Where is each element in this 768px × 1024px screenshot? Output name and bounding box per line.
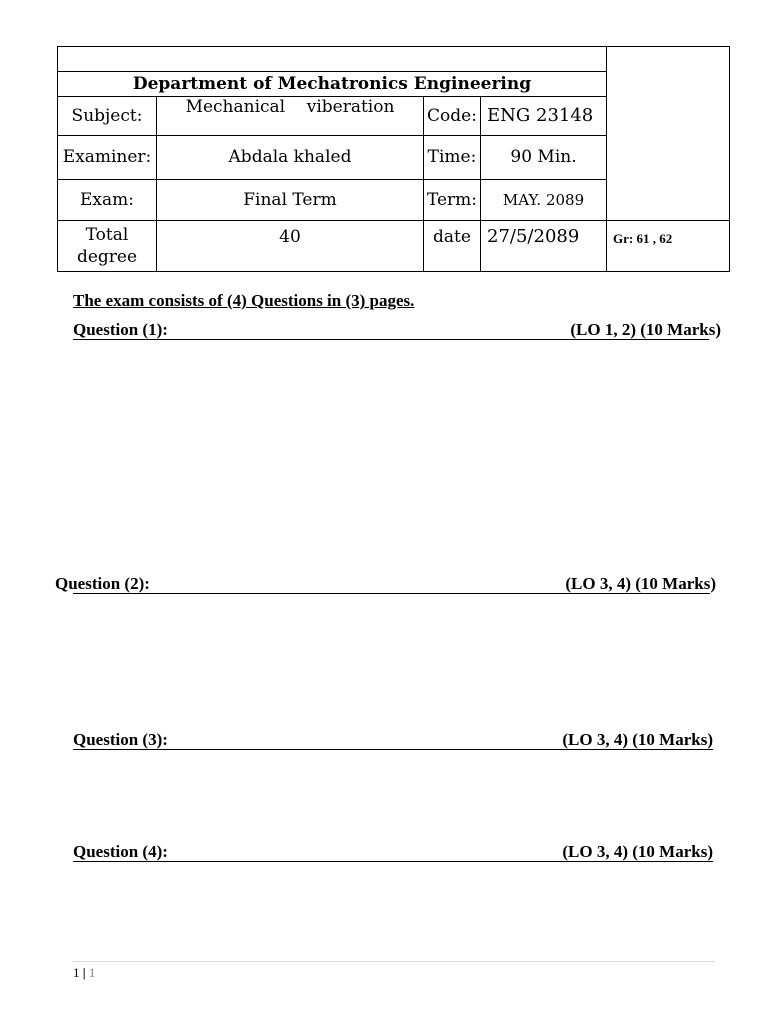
question-marks: (LO 3, 4) (10 Marks) [562, 730, 713, 749]
date-label: date [424, 220, 481, 271]
question-1-heading [73, 320, 721, 340]
term-label: Term: [424, 179, 481, 220]
exam-header-table [57, 46, 730, 272]
time-value: 90 Min. [481, 136, 607, 179]
question-label: Question (1): [73, 320, 168, 339]
page-number: 1 [73, 965, 80, 980]
question-2-heading [55, 574, 716, 594]
time-label: Time: [424, 136, 481, 179]
question-3-heading [73, 730, 713, 750]
question-4-heading [73, 842, 713, 862]
examiner-value: Abdala khaled [157, 136, 424, 179]
exam-value: Final Term [157, 179, 424, 220]
department-title: Department of Mechatronics Engineering [58, 72, 607, 97]
question-marks: (LO 1, 2) (10 Marks) [570, 320, 721, 339]
exam-intro: The exam consists of (4) Questions in (3) pages. [73, 291, 415, 310]
exam-label: Exam: [58, 179, 157, 220]
code-value: ENG 23148 [481, 97, 607, 136]
total-degree-value: 40 [157, 220, 424, 271]
header-blank-cell [58, 47, 607, 72]
term-value: MAY. 2089 [481, 179, 607, 220]
subject-value: Mechanical viberation [157, 97, 424, 136]
subject-label: Subject: [58, 97, 157, 136]
groups-value: Gr: 61 , 62 [607, 220, 730, 271]
examiner-label: Examiner: [58, 136, 157, 179]
code-label: Code: [424, 97, 481, 136]
logo-placeholder-cell [607, 47, 730, 221]
question-marks: (LO 3, 4) (10 Marks) [562, 842, 713, 861]
question-label: Question (2): [55, 574, 150, 593]
total-degree-label: Total degree [58, 220, 157, 271]
page-separator: | [82, 965, 86, 980]
question-label: Question (4): [73, 842, 168, 861]
date-value: 27/5/2089 [481, 220, 607, 271]
question-label: Question (3): [73, 730, 168, 749]
question-marks: (LO 3, 4) (10 Marks) [565, 574, 716, 593]
page-total: 1 [88, 965, 96, 980]
page-footer [73, 965, 95, 981]
footer-divider [73, 961, 715, 962]
